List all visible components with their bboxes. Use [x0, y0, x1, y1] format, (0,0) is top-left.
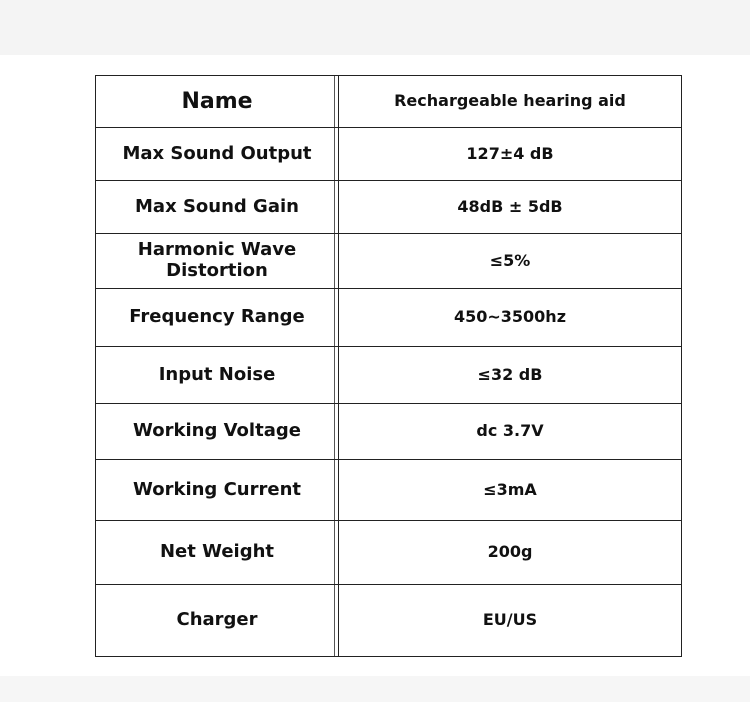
top-background-band — [0, 0, 750, 55]
table-row — [96, 128, 682, 181]
table-row — [96, 521, 682, 585]
header-label-cell: Name — [96, 76, 339, 128]
spec-label-charger: Charger — [96, 585, 339, 657]
spec-table — [95, 75, 682, 657]
spec-value-max-sound-gain: 48dB ± 5dB — [339, 181, 682, 234]
spec-value-input-noise: ≤32 dB — [339, 347, 682, 404]
spec-value-working-current: ≤3mA — [339, 460, 682, 521]
table-row — [96, 404, 682, 460]
spec-value-max-sound-output: 127±4 dB — [339, 128, 682, 181]
table-row — [96, 181, 682, 234]
spec-label-net-weight: Net Weight — [96, 521, 339, 585]
spec-value-net-weight: 200g — [339, 521, 682, 585]
table-row — [96, 234, 682, 289]
spec-label-input-noise: Input Noise — [96, 347, 339, 404]
spec-value-charger: EU/US — [339, 585, 682, 657]
spec-value-working-voltage: dc 3.7V — [339, 404, 682, 460]
spec-value-frequency-range: 450~3500hz — [339, 289, 682, 347]
table-row — [96, 585, 682, 657]
bottom-background-band — [0, 676, 750, 702]
table-row — [96, 460, 682, 521]
spec-label-max-sound-output: Max Sound Output — [96, 128, 339, 181]
spec-label-frequency-range: Frequency Range — [96, 289, 339, 347]
spec-label-working-voltage: Working Voltage — [96, 404, 339, 460]
table-header-row — [96, 76, 682, 128]
spec-label-harmonic-distortion: Harmonic Wave Distortion — [96, 234, 339, 289]
header-value-cell: Rechargeable hearing aid — [339, 76, 682, 128]
spec-label-max-sound-gain: Max Sound Gain — [96, 181, 339, 234]
table-row — [96, 289, 682, 347]
spec-value-harmonic-distortion: ≤5% — [339, 234, 682, 289]
table-row — [96, 347, 682, 404]
spec-label-working-current: Working Current — [96, 460, 339, 521]
